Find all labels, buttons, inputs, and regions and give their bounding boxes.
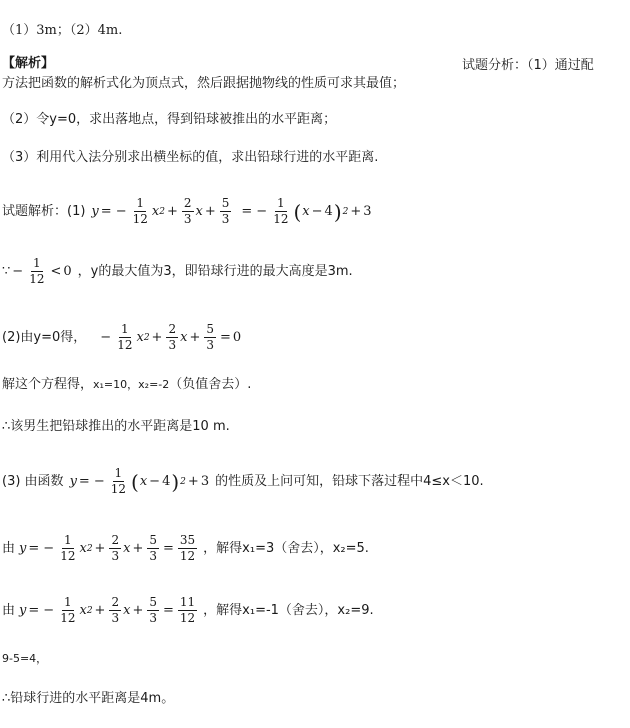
analysis-2: （2）令y=0，求出落地点，得到铅球被推出的水平距离； xyxy=(2,112,337,127)
equation-zero: − $\frac{1}{12}$ x 2 + $\frac{2}{3}$ x + $\frac{5}{3}$ = 0 xyxy=(100,322,242,352)
analysis-1-cont: 方法把函数的解析式化为顶点式，然后跟据抛物线的性质可求其最值； xyxy=(2,76,406,91)
equation-function: y = − $\frac{1}{12}$ ( x − 4 ) 2 + 3 xyxy=(69,466,210,496)
roots-suffix: （负值舍去）. xyxy=(169,377,252,392)
eq1-prefix: 由 xyxy=(2,540,16,556)
equation-35-12: y = − $\frac{1}{12}$ x 2 + $\frac{2}{3}$ x + $\frac{5}{3}$ = $\frac{35}{12}$ xyxy=(19,533,196,563)
because-tail: ，y的最大值为3，即铅球行进的最大高度是3m. xyxy=(77,263,353,279)
answer-line: （1）3m；（2）4m. xyxy=(2,23,123,38)
analysis-intro: 试题分析：（1）通过配 xyxy=(462,58,594,73)
solution-part2 xyxy=(2,322,241,353)
solution-part3 xyxy=(2,466,484,497)
roots-prefix: 解这个方程得， xyxy=(2,377,94,392)
part3-prefix: (3) 由函数 xyxy=(2,473,64,489)
roots-values: x₁=10，x₂=-2 xyxy=(93,378,170,391)
jiexi-label: 【解析】 xyxy=(2,56,55,71)
conclusion-line: ∴铅球行进的水平距离是4m。 xyxy=(2,691,175,706)
part3-suffix: 的性质及上问可知，铅球下落过程中4≤x＜10. xyxy=(215,473,484,489)
difference-line: 9-5=4， xyxy=(2,652,48,665)
equation-line-2 xyxy=(2,595,374,626)
solution-label: 试题解析：(1) xyxy=(2,203,86,219)
because-inequality: ∵ − $\frac{1}{12}$ < 0 xyxy=(2,256,72,286)
eq2-prefix: 由 xyxy=(2,602,16,618)
equation-vertex-form: y = − $\frac{1}{12}$ x 2 + $\frac{2}{3}$ x + $\frac{5}{3}$ = − $\frac{1}{12}$ ( x − 4 ) 2 + 3 xyxy=(91,196,372,226)
eq1-result: ，解得x₁=3（舍去），x₂=5. xyxy=(203,540,369,556)
roots-line xyxy=(2,376,251,394)
equation-11-12: y = − $\frac{1}{12}$ x 2 + $\frac{2}{3}$ x + $\frac{5}{3}$ = $\frac{11}{12}$ xyxy=(19,595,196,625)
distance-line: ∴该男生把铅球推出的水平距离是10 m. xyxy=(2,419,230,434)
eq2-result: ，解得x₁=-1（舍去），x₂=9. xyxy=(203,602,374,618)
solution-part1 xyxy=(2,196,372,227)
part2-label: (2)由y=0得， xyxy=(2,329,87,345)
analysis-3: （3）利用代入法分别求出横坐标的值，求出铅球行进的水平距离. xyxy=(2,150,379,165)
equation-line-1 xyxy=(2,533,369,564)
because-line xyxy=(2,256,353,287)
